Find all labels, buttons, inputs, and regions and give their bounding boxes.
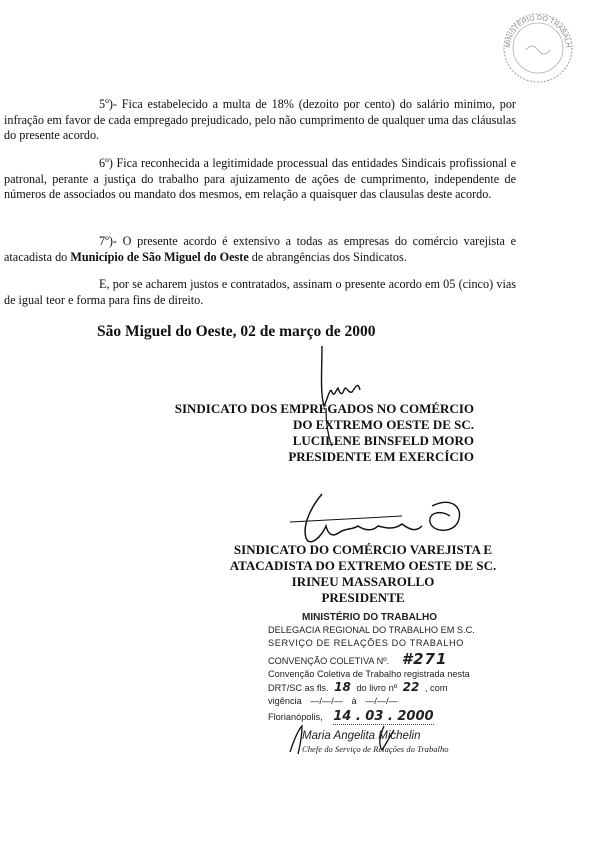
stamp-livro-label: do livro nº bbox=[356, 683, 398, 693]
stamp-folhas: 18 bbox=[334, 680, 351, 694]
closing-text: E, por se acharem justos e contratados, assinam o presente acordo em 05 (cinco) vias de igual teor e forma para fins de direito. bbox=[4, 277, 516, 307]
stamp-servico: SERVIÇO DE RELAÇÕES DO TRABALHO bbox=[268, 638, 464, 648]
clause-5 bbox=[4, 97, 516, 144]
stamp-delegacia: DELEGACIA REGIONAL DO TRABALHO EM S.C. bbox=[268, 625, 475, 635]
signatory-1-name: LUCILENE BINSFELD MORO bbox=[292, 433, 474, 448]
signatory-2-role: PRESIDENTE bbox=[321, 590, 405, 605]
chief-name: Maria Angelita Michelin bbox=[302, 730, 421, 742]
signatory-2-name: IRINEU MASSAROLLO bbox=[291, 574, 435, 589]
stamp-vigencia-a: à bbox=[351, 696, 357, 706]
stamp-ministry: MINISTÉRIO DO TRABALHO bbox=[302, 612, 437, 623]
stamp-convencao-label: CONVENÇÃO COLETIVA Nº. bbox=[268, 656, 390, 666]
clause-6 bbox=[4, 156, 516, 203]
registration-stamp bbox=[268, 611, 498, 724]
stamp-vigencia-to: —/—/— bbox=[365, 696, 398, 706]
clause-7-text: 7º)- O presente acordo é extensivo a todas as empresas do comércio varejista e atacadista do bbox=[4, 234, 516, 264]
municipality-name: Município de São Miguel do Oeste bbox=[70, 249, 249, 264]
round-seal bbox=[497, 5, 576, 86]
stamp-drt-label: DRT/SC as fls. bbox=[268, 683, 329, 693]
stamp-convencao-number: #271 bbox=[401, 650, 448, 668]
stamp-vigencia-from: —/—/— bbox=[310, 696, 343, 706]
date-line: São Miguel do Oeste, 02 de março de 2000 bbox=[97, 323, 376, 340]
closing-paragraph bbox=[4, 277, 516, 308]
chief-stamp bbox=[302, 730, 449, 754]
clause-6-text: 6º) Fica reconhecida a legitimidade processual das entidades Sindicais profissional e patronal, perante a justiça do trabalho para ajuizamento de ações de cumprimento, independente de números de associados ou mandato dos mesmos, em relação a quaisquer das clausulas deste acordo. bbox=[4, 156, 516, 201]
clause-7-tail: de abrangências dos Sindicatos. bbox=[248, 249, 407, 264]
svg-text:MINISTÉRIO DO TRABALHO bbox=[497, 5, 571, 48]
chief-title: Chefe do Serviço de Relações do Trabalho bbox=[302, 744, 449, 754]
seal-graphic bbox=[497, 5, 576, 86]
signatory-2-region: ATACADISTA DO EXTREMO OESTE DE SC. bbox=[229, 558, 497, 573]
stamp-livro: 22 bbox=[402, 680, 420, 694]
signatory-2-block bbox=[218, 542, 508, 606]
stamp-vigencia-label: vigência bbox=[268, 696, 302, 706]
stamp-registro-text: Convenção Coletiva de Trabalho registrada nesta bbox=[268, 669, 470, 679]
stamp-com: , com bbox=[424, 683, 448, 693]
clause-7 bbox=[4, 234, 516, 265]
signatory-1-role: PRESIDENTE EM EXERCÍCIO bbox=[288, 449, 474, 464]
signatory-1-block bbox=[175, 401, 474, 465]
stamp-date: 14 . 03 . 2000 bbox=[333, 709, 434, 724]
stamp-city-label: Florianópolis, bbox=[268, 712, 323, 722]
seal-text: MINISTÉRIO DO TRABALHO bbox=[497, 5, 572, 49]
signatory-2-union: SINDICATO DO COMÉRCIO VAREJISTA E bbox=[233, 542, 493, 557]
clause-5-text: 5º)- Fica estabelecido a multa de 18% (dezoito por cento) do salário minimo, por infração em favor de cada empregado prejudicado, pelo não cumprimento de qualquer uma das cláusulas do presente acordo. bbox=[4, 97, 516, 142]
signatory-1-union: SINDICATO DOS EMPREGADOS NO COMÉRCIO bbox=[174, 401, 474, 416]
signatory-1-region: DO EXTREMO OESTE DE SC. bbox=[293, 417, 474, 432]
